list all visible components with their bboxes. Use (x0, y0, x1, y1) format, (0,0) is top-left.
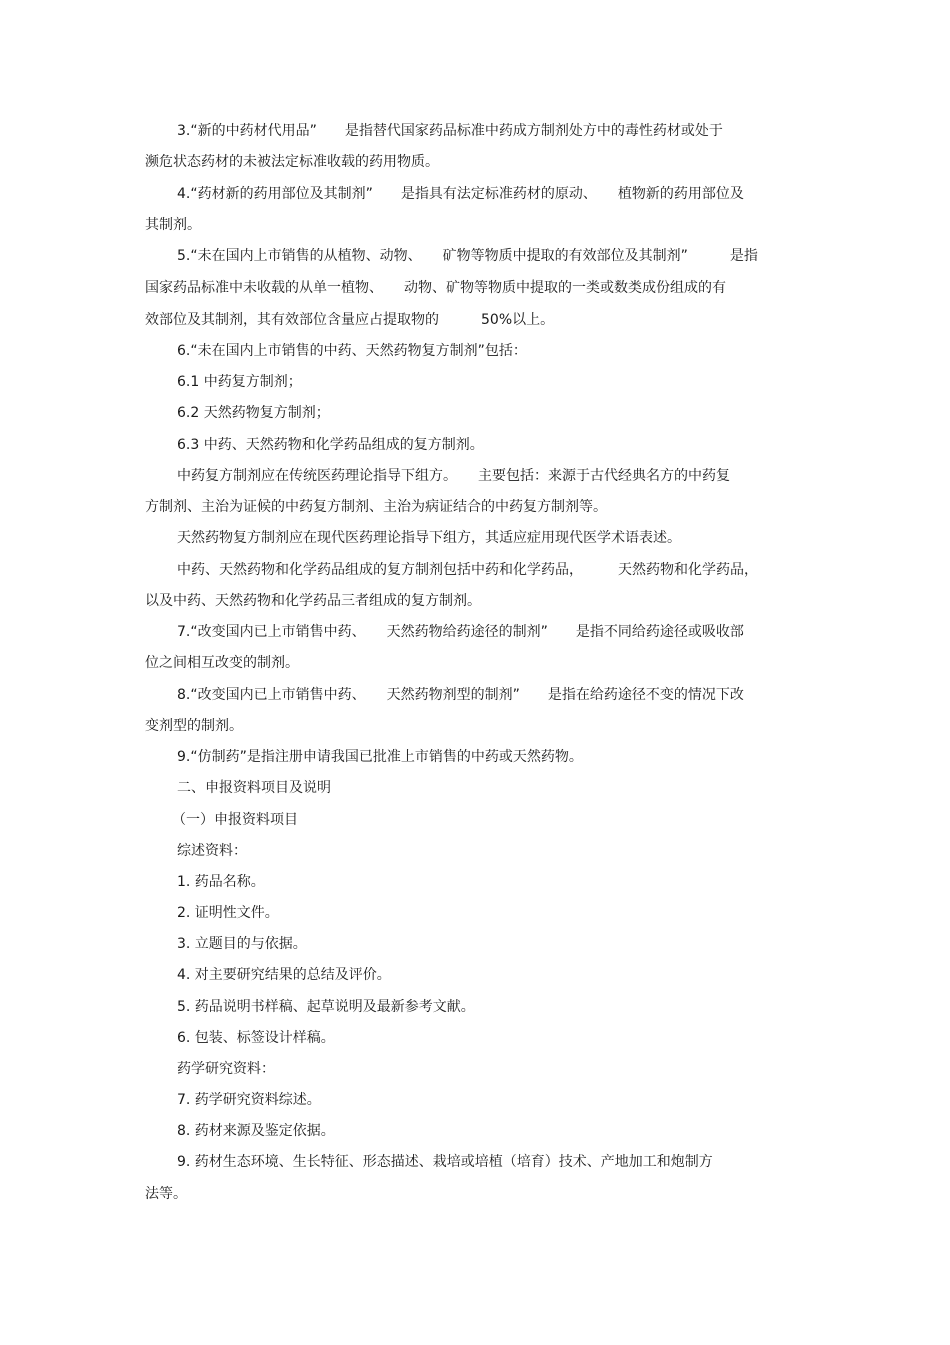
text-line: 6.“未在国内上市销售的中药、天然药物复方制剂”包括： (177, 343, 527, 359)
section-heading: 二、申报资料项目及说明 (177, 780, 331, 796)
group-heading: 药学研究资料： (177, 1061, 275, 1077)
text-line: 方制剂、主治为证候的中药复方制剂、主治为病证结合的中药复方制剂等。 (145, 499, 607, 515)
list-item: 9. 药材生态环境、生长特征、形态描述、栽培或培植（培育）技术、产地加工和炮制方 (177, 1154, 713, 1170)
list-item: 4. 对主要研究结果的总结及评价。 (177, 967, 391, 983)
list-item: 1. 药品名称。 (177, 874, 265, 890)
text-line: 天然药物复方制剂应在现代医药理论指导下组方，其适应症用现代医学术语表述。 (177, 530, 681, 546)
text-line: 6.1 中药复方制剂； (177, 374, 302, 390)
list-item: 6. 包装、标签设计样稿。 (177, 1030, 335, 1046)
text-line: 7.“改变国内已上市销售中药、 天然药物给药途径的制剂” 是指不同给药途径或吸收部 (177, 624, 744, 640)
text-line: 法等。 (145, 1186, 187, 1202)
subsection-heading: （一）申报资料项目 (172, 812, 298, 828)
text-line: 变剂型的制剂。 (145, 718, 243, 734)
text-line: 9.“仿制药”是指注册申请我国已批准上市销售的中药或天然药物。 (177, 749, 583, 765)
text-line: 其制剂。 (145, 217, 201, 233)
text-line: 4.“药材新的药用部位及其制剂” 是指具有法定标准药材的原动、 植物新的药用部位及 (177, 186, 744, 202)
text-line: 3.“新的中药材代用品” 是指替代国家药品标准中药成方制剂处方中的毒性药材或处于 (177, 123, 723, 139)
list-item: 5. 药品说明书样稿、起草说明及最新参考文献。 (177, 999, 475, 1015)
text-line: 位之间相互改变的制剂。 (145, 655, 299, 671)
text-line: 8.“改变国内已上市销售中药、 天然药物剂型的制剂” 是指在给药途径不变的情况下改 (177, 687, 744, 703)
text-line: 国家药品标准中未收载的从单一植物、 动物、矿物等物质中提取的一类或数类成份组成的有 (145, 280, 726, 296)
group-heading: 综述资料： (177, 843, 247, 859)
text-line: 濒危状态药材的未被法定标准收载的药用物质。 (145, 154, 439, 170)
text-line: 5.“未在国内上市销售的从植物、动物、 矿物等物质中提取的有效部位及其制剂” 是指 (177, 248, 758, 264)
text-line: 6.3 中药、天然药物和化学药品组成的复方制剂。 (177, 437, 484, 453)
list-item: 8. 药材来源及鉴定依据。 (177, 1123, 335, 1139)
list-item: 2. 证明性文件。 (177, 905, 279, 921)
text-line: 以及中药、天然药物和化学药品三者组成的复方制剂。 (145, 593, 481, 609)
text-line: 6.2 天然药物复方制剂； (177, 405, 330, 421)
text-line: 效部位及其制剂，其有效部位含量应占提取物的 50%以上。 (145, 312, 555, 328)
text-line: 中药复方制剂应在传统医药理论指导下组方。 主要包括：来源于古代经典名方的中药复 (177, 468, 730, 484)
list-item: 3. 立题目的与依据。 (177, 936, 307, 952)
text-line: 中药、天然药物和化学药品组成的复方制剂包括中药和化学药品， 天然药物和化学药品， (177, 562, 758, 578)
list-item: 7. 药学研究资料综述。 (177, 1092, 321, 1108)
